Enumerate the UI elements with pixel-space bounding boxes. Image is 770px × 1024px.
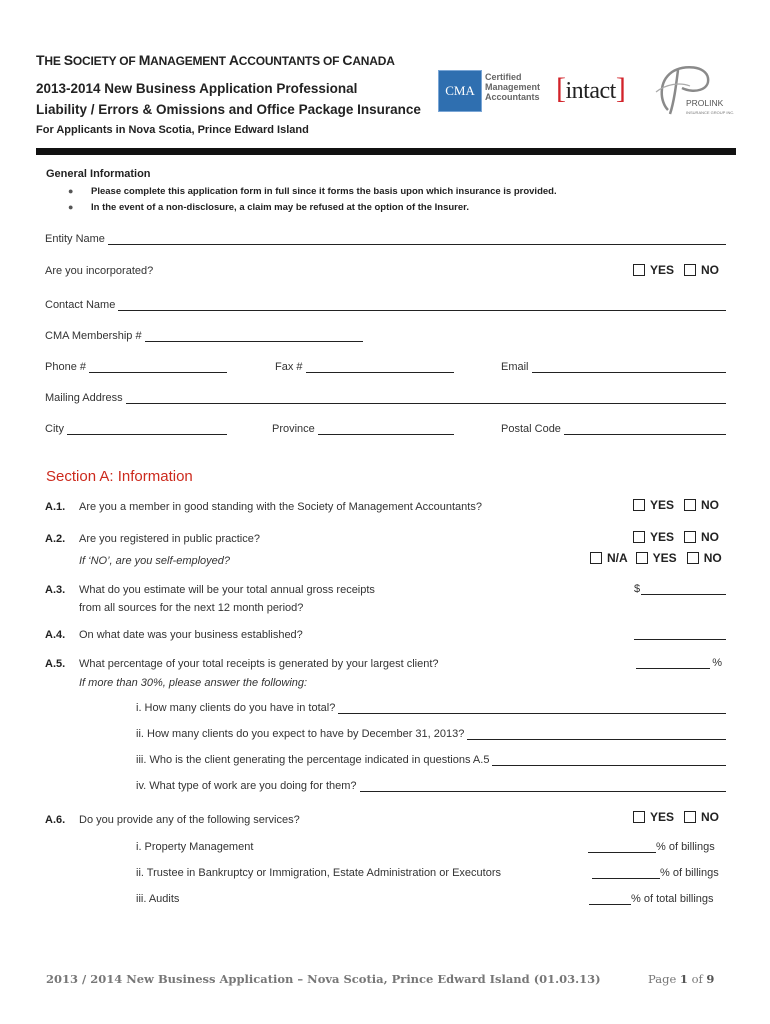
- fax-input[interactable]: [306, 360, 454, 373]
- a5-sub-question: [136, 701, 726, 714]
- org-name-part: M: [138, 52, 151, 68]
- question-number: A.1.: [45, 501, 66, 513]
- a6-billing-input[interactable]: [589, 892, 631, 905]
- incorporated-yes-checkbox[interactable]: [633, 264, 645, 276]
- a5-percent-field: [636, 656, 722, 669]
- billing-suffix: % of billings: [656, 841, 715, 853]
- mailing-address-field: [45, 391, 726, 404]
- org-name-part: T: [36, 52, 45, 68]
- org-name-part: HE: [44, 54, 64, 68]
- yes-label: YES: [650, 498, 675, 512]
- phone-input[interactable]: [89, 360, 227, 373]
- question-a2-text: Are you registered in public practice?: [79, 533, 260, 545]
- question-number: A.2.: [45, 533, 66, 545]
- cma-logo-line: Certified: [485, 72, 522, 82]
- question-number: A.6.: [45, 814, 66, 826]
- question-number: A.4.: [45, 629, 66, 641]
- a2-sub-no-checkbox[interactable]: [687, 552, 699, 564]
- no-label: NO: [701, 263, 720, 277]
- org-name-part: S: [63, 52, 73, 68]
- a3-amount-input[interactable]: [641, 582, 726, 595]
- a3-amount-field: [634, 582, 726, 595]
- cma-logo-line: Accountants: [485, 92, 540, 102]
- org-name-part: OCIETY OF: [72, 54, 139, 68]
- province-input[interactable]: [318, 422, 454, 435]
- a6-yes-checkbox[interactable]: [633, 811, 645, 823]
- prolink-logo: [650, 62, 735, 118]
- yes-label: YES: [650, 263, 675, 277]
- question-a3-line: from all sources for the next 12 month period?: [79, 602, 304, 614]
- cma-logo-text: [485, 72, 540, 102]
- no-label: NO: [701, 498, 720, 512]
- prolink-name: PROLINK: [686, 98, 724, 108]
- org-name-part: ANADA: [352, 54, 395, 68]
- no-label: NO: [703, 551, 722, 565]
- org-name-part: ANAGEMENT: [150, 54, 229, 68]
- entity-name-field: [45, 232, 726, 245]
- a5-sub-label: ii. How many clients do you expect to have by December 31, 2013?: [136, 728, 465, 740]
- org-name-part: C: [342, 52, 353, 68]
- title-line-2: Liability / Errors & Omissions and Office Package Insurance: [36, 102, 421, 117]
- intact-bracket: [: [556, 72, 566, 105]
- a6-billing-field: [592, 866, 719, 879]
- a5-sub-input[interactable]: [492, 753, 726, 766]
- document-title: [36, 78, 421, 120]
- city-label: City: [45, 423, 64, 435]
- a5-sub-label: iv. What type of work are you doing for them?: [136, 780, 357, 792]
- yes-label: YES: [650, 810, 675, 824]
- a5-sub-input[interactable]: [360, 779, 726, 792]
- page-word: Page: [648, 972, 677, 986]
- phone-field: [45, 360, 227, 373]
- general-info-title: General Information: [46, 168, 151, 180]
- a6-service-item: iii. Audits: [136, 893, 180, 905]
- contact-name-input[interactable]: [118, 298, 726, 311]
- question-a5-text: What percentage of your total receipts is generated by your largest client?: [79, 658, 439, 670]
- a5-percent-input[interactable]: [636, 656, 710, 669]
- province-field: [272, 422, 454, 435]
- city-input[interactable]: [67, 422, 227, 435]
- a2-na-checkbox[interactable]: [590, 552, 602, 564]
- a6-billing-field: [588, 840, 715, 853]
- a6-billing-field: [589, 892, 714, 905]
- phone-label: Phone #: [45, 361, 86, 373]
- cma-logo-mark: CMA: [445, 83, 475, 98]
- a5-sub-input[interactable]: [467, 727, 726, 740]
- a2-sub-yes-checkbox[interactable]: [636, 552, 648, 564]
- footer-text: 2013 / 2014 New Business Application – Nova Scotia, Prince Edward Island (01.03.13): [46, 972, 601, 986]
- a1-yes-checkbox[interactable]: [633, 499, 645, 511]
- org-name-part: A: [228, 52, 239, 68]
- organization-name: [36, 52, 395, 68]
- page-total: 9: [706, 972, 715, 986]
- a6-billing-input[interactable]: [588, 840, 656, 853]
- cma-membership-field: [45, 329, 363, 342]
- cma-membership-input[interactable]: [145, 329, 363, 342]
- header-divider: [36, 148, 736, 155]
- contact-name-field: [45, 298, 726, 311]
- intact-logo: [556, 72, 625, 106]
- a1-options: [633, 498, 719, 512]
- a6-service-item: i. Property Management: [136, 841, 254, 853]
- billing-suffix: % of billings: [660, 867, 719, 879]
- na-label: N/A: [607, 551, 628, 565]
- cma-membership-label: CMA Membership #: [45, 330, 142, 342]
- incorporated-question: Are you incorporated?: [45, 265, 154, 277]
- a6-no-checkbox[interactable]: [684, 811, 696, 823]
- bullet-icon: ●: [68, 202, 74, 212]
- question-a2-subtext: If ‘NO’, are you self-employed?: [79, 555, 231, 567]
- question-a4-text: On what date was your business established?: [79, 629, 303, 641]
- page-number: [648, 972, 714, 986]
- general-info-bullet: Please complete this application form in full since it forms the basis upon which insurance is provided.: [91, 186, 557, 197]
- a2-yes-checkbox[interactable]: [633, 531, 645, 543]
- question-number: A.3.: [45, 584, 66, 596]
- a4-date-input[interactable]: [634, 627, 726, 640]
- billing-suffix: % of total billings: [631, 893, 714, 905]
- question-a3-line: What do you estimate will be your total annual gross receipts: [79, 584, 375, 596]
- incorporated-options: [633, 263, 719, 277]
- entity-name-input[interactable]: [108, 232, 726, 245]
- fax-label: Fax #: [275, 361, 303, 373]
- question-a3-text: [79, 581, 375, 617]
- fax-field: [275, 360, 454, 373]
- org-name-part: CCOUNTANTS OF: [238, 54, 343, 68]
- a2-sub-options: [590, 551, 722, 565]
- a1-no-checkbox[interactable]: [684, 499, 696, 511]
- no-label: NO: [701, 810, 720, 824]
- page-current: 1: [679, 972, 688, 986]
- postal-code-field: [501, 422, 726, 435]
- email-label: Email: [501, 361, 529, 373]
- province-label: Province: [272, 423, 315, 435]
- yes-label: YES: [652, 551, 677, 565]
- a5-sub-question: [136, 727, 726, 740]
- email-input[interactable]: [532, 360, 726, 373]
- question-number: A.5.: [45, 658, 66, 670]
- intact-bracket: ]: [615, 72, 626, 105]
- a5-sub-question: [136, 753, 726, 766]
- postal-code-input[interactable]: [564, 422, 726, 435]
- question-a1-text: Are you a member in good standing with the Society of Management Accountants?: [79, 501, 482, 513]
- prolink-sub: INSURANCE GROUP INC.: [686, 110, 735, 115]
- mailing-address-label: Mailing Address: [45, 392, 123, 404]
- intact-word: intact: [565, 78, 616, 104]
- city-field: [45, 422, 227, 435]
- cma-logo: [438, 70, 482, 112]
- a2-options: [633, 530, 719, 544]
- incorporated-no-checkbox[interactable]: [684, 264, 696, 276]
- percent-symbol: %: [712, 657, 722, 669]
- a6-billing-input[interactable]: [592, 866, 660, 879]
- a6-service-item: ii. Trustee in Bankruptcy or Immigration, Estate Administration or Executors: [136, 867, 501, 879]
- cma-logo-line: Management: [485, 82, 541, 92]
- question-a6-text: Do you provide any of the following services?: [79, 814, 300, 826]
- entity-name-label: Entity Name: [45, 233, 105, 245]
- a5-sub-question: [136, 779, 726, 792]
- bullet-icon: ●: [68, 186, 74, 196]
- section-a-title: Section A: Information: [46, 468, 193, 485]
- question-a5-subtext: If more than 30%, please answer the following:: [79, 677, 308, 689]
- a5-sub-label: i. How many clients do you have in total?: [136, 702, 336, 714]
- email-field: [501, 360, 726, 373]
- a5-sub-input[interactable]: [338, 701, 726, 714]
- document-subtitle: For Applicants in Nova Scotia, Prince Edward Island: [36, 124, 309, 136]
- contact-name-label: Contact Name: [45, 299, 116, 311]
- title-line-1: 2013-2014 New Business Application Professional: [36, 81, 358, 96]
- no-label: NO: [701, 530, 720, 544]
- yes-label: YES: [650, 530, 675, 544]
- general-info-bullet: In the event of a non-disclosure, a claim may be refused at the option of the Insurer.: [91, 202, 469, 213]
- currency-symbol: $: [634, 583, 641, 595]
- mailing-address-input[interactable]: [126, 391, 726, 404]
- a6-options: [633, 810, 719, 824]
- page-of: of: [691, 972, 703, 986]
- postal-code-label: Postal Code: [501, 423, 561, 435]
- a5-sub-label: iii. Who is the client generating the percentage indicated in questions A.5: [136, 754, 490, 766]
- a2-no-checkbox[interactable]: [684, 531, 696, 543]
